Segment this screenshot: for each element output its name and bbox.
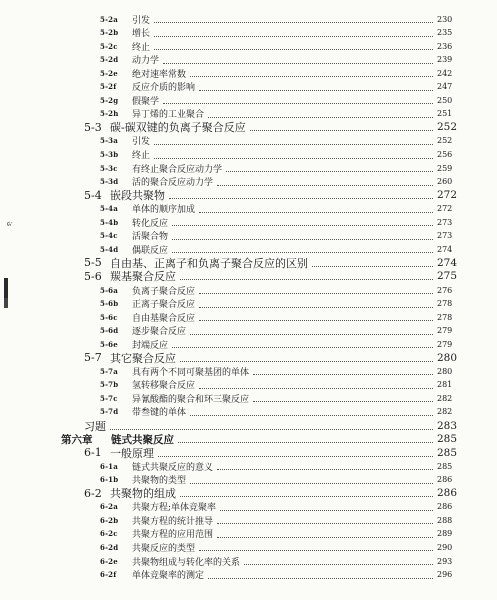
page-number: 286 [437, 502, 453, 512]
page-number: 288 [437, 515, 453, 525]
margin-annotation: ۍ̀ [6, 222, 14, 227]
dot-leader [208, 577, 433, 579]
page-number: 235 [437, 28, 453, 38]
section-number: 5-7 [84, 351, 102, 365]
section-number: 5-3c [100, 163, 118, 173]
section-number: 6-2b [100, 515, 119, 525]
section-number: 5-3a [100, 136, 118, 146]
section-number: 5-6e [100, 339, 118, 349]
section-number: 5-2b [100, 28, 119, 38]
page-number: 283 [437, 419, 458, 432]
section-title: 共聚反应的类型 [132, 543, 196, 554]
section-title: 共聚方程;单体竞聚率 [132, 503, 217, 514]
section-title: 带叁键的单体 [132, 408, 187, 419]
page-number: 260 [437, 177, 453, 187]
section-title: 正离子聚合反应 [132, 300, 196, 311]
section-number: 5-2e [100, 68, 118, 78]
page-number: 274 [437, 244, 453, 254]
section-title: 共聚物的组成 [110, 487, 176, 501]
section-title: 自由基、正离子和负离子聚合反应的区别 [110, 256, 308, 270]
page-number: 282 [437, 407, 453, 417]
section-number: 5-6c [100, 312, 118, 322]
section-title: 活聚合物 [132, 232, 169, 243]
page-number: 251 [437, 109, 453, 119]
section-number: 5-2c [100, 41, 118, 51]
page-number: 242 [437, 68, 453, 78]
section-number: 6-1a [100, 461, 118, 471]
section-number: 5-2f [100, 82, 117, 92]
section-number: 6-1 [84, 446, 102, 460]
section-number: 6-2d [100, 542, 119, 552]
page-number: 247 [437, 82, 453, 92]
section-number: 5-7c [100, 393, 118, 403]
section-title: 具有两个不同可聚基团的单体 [132, 367, 250, 378]
section-title: 共聚物的类型 [132, 476, 187, 487]
page-number: 280 [437, 366, 453, 376]
section-number: 5-4a [100, 204, 118, 214]
section-title: 终止 [132, 42, 151, 53]
section-title: 链式共聚反应的意义 [132, 462, 214, 473]
section-number: 5-2a [100, 14, 118, 24]
page-number: 278 [437, 312, 453, 322]
page-number: 272 [437, 189, 458, 202]
section-title: 共聚方程的应用范围 [132, 530, 214, 541]
section-number: 5-6 [84, 269, 102, 283]
section-number: 6-2f [100, 570, 117, 580]
page-number: 259 [437, 163, 453, 173]
section-number: 5-3b [100, 150, 119, 159]
page-number: 236 [437, 41, 453, 51]
section-number: 5-2d [100, 55, 119, 65]
section-title: 引发 [132, 137, 151, 148]
section-number: 6-2 [84, 486, 102, 500]
section-number: 5-2g [100, 95, 119, 105]
section-number: 6-1b [100, 475, 119, 485]
page-number: 285 [437, 446, 458, 459]
section-number: 5-4d [100, 244, 119, 254]
section-number: 第六章 [61, 433, 93, 446]
section-title: 增长 [132, 29, 151, 40]
section-title: 单体的顺序加成 [132, 205, 196, 216]
section-number: 5-7b [100, 380, 119, 390]
page-number: 252 [437, 121, 458, 134]
section-number: 6-2a [100, 502, 118, 512]
page-number: 252 [437, 136, 453, 146]
section-title: 单体竞聚率的测定 [132, 571, 205, 582]
page-number: 279 [437, 339, 453, 349]
section-title: 自由基聚合反应 [132, 313, 196, 324]
section-title: 引发 [132, 15, 151, 26]
section-title: 羰基聚合反应 [110, 270, 176, 284]
toc-entry [0, 566, 497, 584]
page-number: 285 [437, 461, 453, 471]
page-number: 276 [437, 285, 453, 295]
page-number: 282 [437, 393, 453, 403]
section-number: 5-7a [100, 366, 118, 376]
page-number: 239 [437, 55, 453, 65]
section-title: 逐步聚合反应 [132, 327, 187, 338]
section-number: 6-2c [100, 529, 118, 539]
section-title: 偶联反应 [132, 245, 169, 256]
page-number: 286 [437, 475, 453, 485]
page-number: 256 [437, 150, 453, 159]
page-number: 281 [437, 380, 453, 390]
section-number: 5-4 [84, 188, 102, 202]
section-number: 5-5 [84, 256, 102, 270]
page-number: 293 [437, 556, 453, 566]
section-title: 异氰酸酯的聚合和环三聚反应 [132, 394, 250, 405]
section-title: 封端反应 [132, 340, 169, 351]
section-title: 一般原理 [110, 446, 154, 460]
page-number: 279 [437, 326, 453, 336]
section-number: 5-6a [100, 285, 118, 295]
page-number: 280 [437, 351, 458, 364]
section-number: 5-3d [100, 177, 119, 187]
section-title: 活的聚合反应动力学 [132, 178, 214, 189]
section-title: 嵌段共聚物 [110, 189, 165, 203]
page-number: 290 [437, 542, 453, 552]
section-number: 5-2h [100, 109, 119, 119]
section-number: 6-2e [100, 556, 118, 566]
page-number: 273 [437, 217, 453, 227]
page-number: 230 [437, 14, 453, 24]
section-number: 5-4c [100, 231, 118, 241]
page-number: 272 [437, 204, 453, 214]
page-number: 275 [437, 270, 458, 283]
section-title: 习题 [84, 419, 106, 433]
page-number: 278 [437, 299, 453, 309]
section-title: 绝对速率常数 [132, 69, 187, 80]
page-number: 250 [437, 95, 453, 105]
section-title: 负离子聚合反应 [132, 286, 196, 297]
section-title: 异丁烯的工业聚合 [132, 110, 205, 121]
section-title: 动力学 [132, 56, 160, 67]
page-number: 289 [437, 529, 453, 539]
page-number: 274 [437, 256, 458, 269]
section-number: 5-3 [84, 120, 102, 134]
page-number: 285 [437, 433, 458, 446]
section-title: 其它聚合反应 [110, 351, 176, 365]
page-number: 296 [437, 570, 453, 580]
page-number: 286 [437, 487, 458, 500]
section-title: 共聚方程的统计推导 [132, 516, 214, 527]
section-title: 假聚学 [132, 96, 160, 107]
section-title: 碳-碳双键的负离子聚合反应 [110, 121, 246, 135]
section-title: 共聚物组成与转化率的关系 [132, 557, 241, 568]
section-number: 5-4b [100, 217, 119, 227]
section-number: 5-7d [100, 407, 119, 417]
section-title: 终止 [132, 151, 151, 161]
section-number: 5-6b [100, 299, 119, 309]
section-title: 有终止聚合反应动力学 [132, 164, 223, 175]
section-title: 链式共聚反应 [111, 433, 174, 446]
section-title: 氢转移聚合反应 [132, 381, 196, 392]
section-number: 5-6d [100, 326, 119, 336]
page-number: 273 [437, 231, 453, 241]
section-title: 反应介质的影响 [132, 83, 196, 94]
section-title: 转化反应 [132, 218, 169, 229]
